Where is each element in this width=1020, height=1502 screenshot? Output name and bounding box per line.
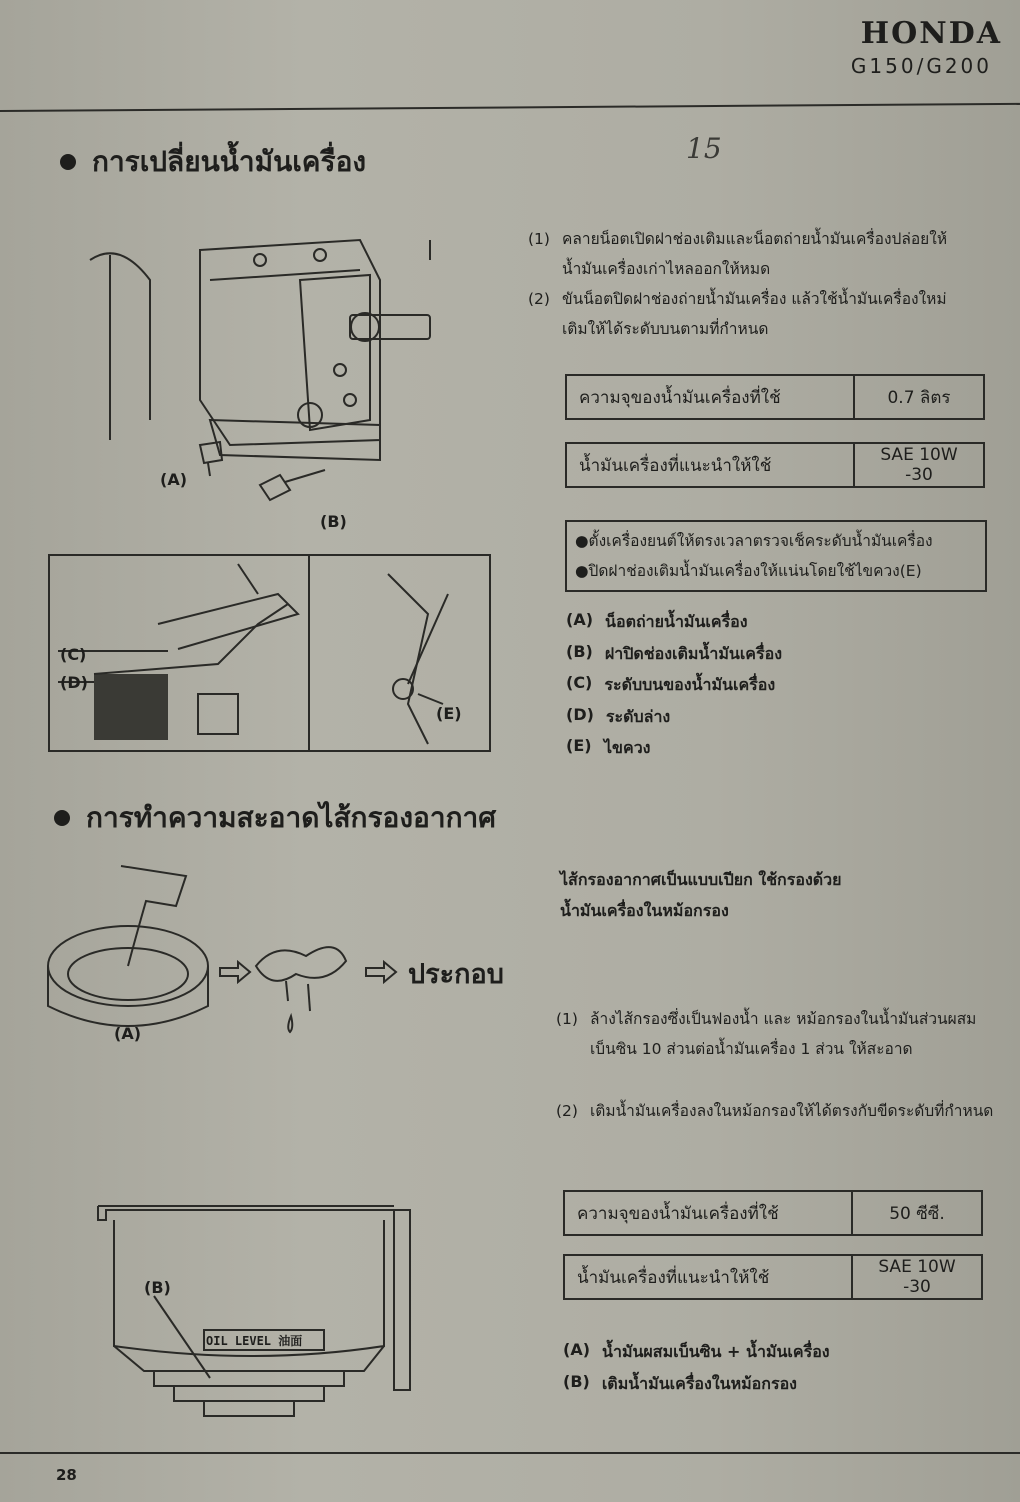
footer-rule [0, 1452, 1020, 1454]
header-rule [0, 103, 1020, 112]
step-number: (2) [528, 290, 550, 308]
step-number: (2) [556, 1102, 578, 1120]
air-step-1 [556, 1004, 1000, 1064]
assemble-label: ประกอบ [408, 959, 504, 990]
note-item: ●ตั้งเครื่องยนต์ให้ตรงเวลาตรวจเช็คระดับน้ำมันเครื่อง [575, 532, 933, 550]
spec-value: SAE 10W -30 [852, 1255, 982, 1299]
arrow-right-icon [364, 960, 398, 984]
brand-logo: HONDA [860, 16, 1002, 51]
oil-step-2 [528, 284, 972, 344]
model-number: G150/G200 [850, 54, 992, 78]
legend-item: (B) ฝาปิดช่องเติมน้ำมันเครื่อง [566, 641, 783, 663]
spec-label: น้ำมันเครื่องที่แนะนำให้ใช้ [564, 1255, 852, 1299]
handwritten-note: 15 [686, 132, 722, 165]
air-legend [563, 1340, 830, 1403]
spec-value: SAE 10W -30 [854, 443, 984, 487]
air-filter-intro: ไส้กรองอากาศเป็นแบบเปียก ใช้กรองด้วยน้ำมันเครื่องในหม้อกรอง [560, 870, 842, 920]
dipstick-detail-figure [48, 554, 492, 754]
air-spec-table-grade [563, 1254, 983, 1300]
figure-label-b: (B) [144, 1278, 171, 1297]
air-spec-table-capacity [563, 1190, 983, 1236]
step-text: คลายน็อตเปิดฝาช่องเติมและน็อตถ่ายน้ำมันเครื่องปล่อยให้น้ำมันเครื่องเก่าไหลออกให้หมด [562, 230, 948, 278]
legend-item: (B) เติมน้ำมันเครื่องในหม้อกรอง [563, 1371, 797, 1393]
filter-case-illustration [94, 1196, 414, 1426]
figure-label-a: (A) [114, 1024, 142, 1043]
spec-label: ความจุของน้ำมันเครื่องที่ใช้ [566, 375, 854, 419]
spec-value: 0.7 ลิตร [854, 375, 984, 419]
air-filter-heading [54, 796, 496, 840]
air-filter-title: การทำความสะอาดไส้กรองอากาศ [86, 801, 497, 834]
figure-label-c: (C) [60, 645, 87, 664]
figure-label-a: (A) [160, 470, 188, 489]
arrow-right-icon [218, 960, 252, 984]
legend-item: (C) ระดับบนของน้ำมันเครื่อง [566, 673, 776, 694]
engine-illustration [80, 220, 460, 520]
oil-level-mark: OIL LEVEL 油面 [206, 1334, 303, 1348]
spec-label: น้ำมันเครื่องที่แนะนำให้ใช้ [566, 443, 854, 487]
step-number: (1) [528, 230, 550, 248]
step-text: เติมน้ำมันเครื่องลงในหม้อกรองให้ได้ตรงกับขีดระดับที่กำหนด [590, 1102, 994, 1120]
legend-item: (E) ไขควง [566, 736, 651, 757]
filter-wash-illustration [46, 856, 376, 1046]
legend-item: (A) น้ำมันผสมเบ็นซิน + น้ำมันเครื่อง [563, 1340, 830, 1361]
step-text: ล้างไส้กรองซึ่งเป็นฟองน้ำ และ หม้อกรองในน้ำมันส่วนผสมเบ็นซิน 10 ส่วนต่อน้ำมันเครื่อง 1 ส่วน ให้สะอาด [590, 1010, 977, 1058]
step-text: ขันน็อตปิดฝาช่องถ่ายน้ำมันเครื่อง แล้วใช้น้ำมันเครื่องใหม่เติมให้ได้ระดับบนตามที่กำหนด [562, 290, 947, 338]
page-number: 28 [56, 1466, 77, 1484]
legend-item: (D) ระดับล่าง [566, 704, 671, 726]
figure-label-b: (B) [320, 512, 347, 531]
oil-spec-table-capacity [565, 374, 985, 420]
oil-step-1 [528, 224, 972, 284]
oil-spec-table-grade [565, 442, 985, 488]
legend-item: (A) น็อตถ่ายน้ำมันเครื่อง [566, 610, 748, 631]
bullet-icon [60, 154, 76, 170]
figure-label-d: (D) [60, 673, 88, 692]
oil-change-heading [60, 140, 366, 184]
note-item: ●ปิดฝาช่องเติมน้ำมันเครื่องให้แน่นโดยใช้ไขควง(E) [575, 562, 922, 580]
step-number: (1) [556, 1010, 578, 1028]
oil-change-title: การเปลี่ยนน้ำมันเครื่อง [92, 145, 367, 178]
figure-label-e: (E) [436, 704, 462, 723]
spec-value: 50 ซีซี. [852, 1191, 982, 1235]
oil-notes-box [565, 520, 987, 592]
bullet-icon [54, 810, 70, 826]
oil-legend [566, 610, 782, 768]
air-step-2 [556, 1096, 1000, 1126]
spec-label: ความจุของน้ำมันเครื่องที่ใช้ [564, 1191, 852, 1235]
